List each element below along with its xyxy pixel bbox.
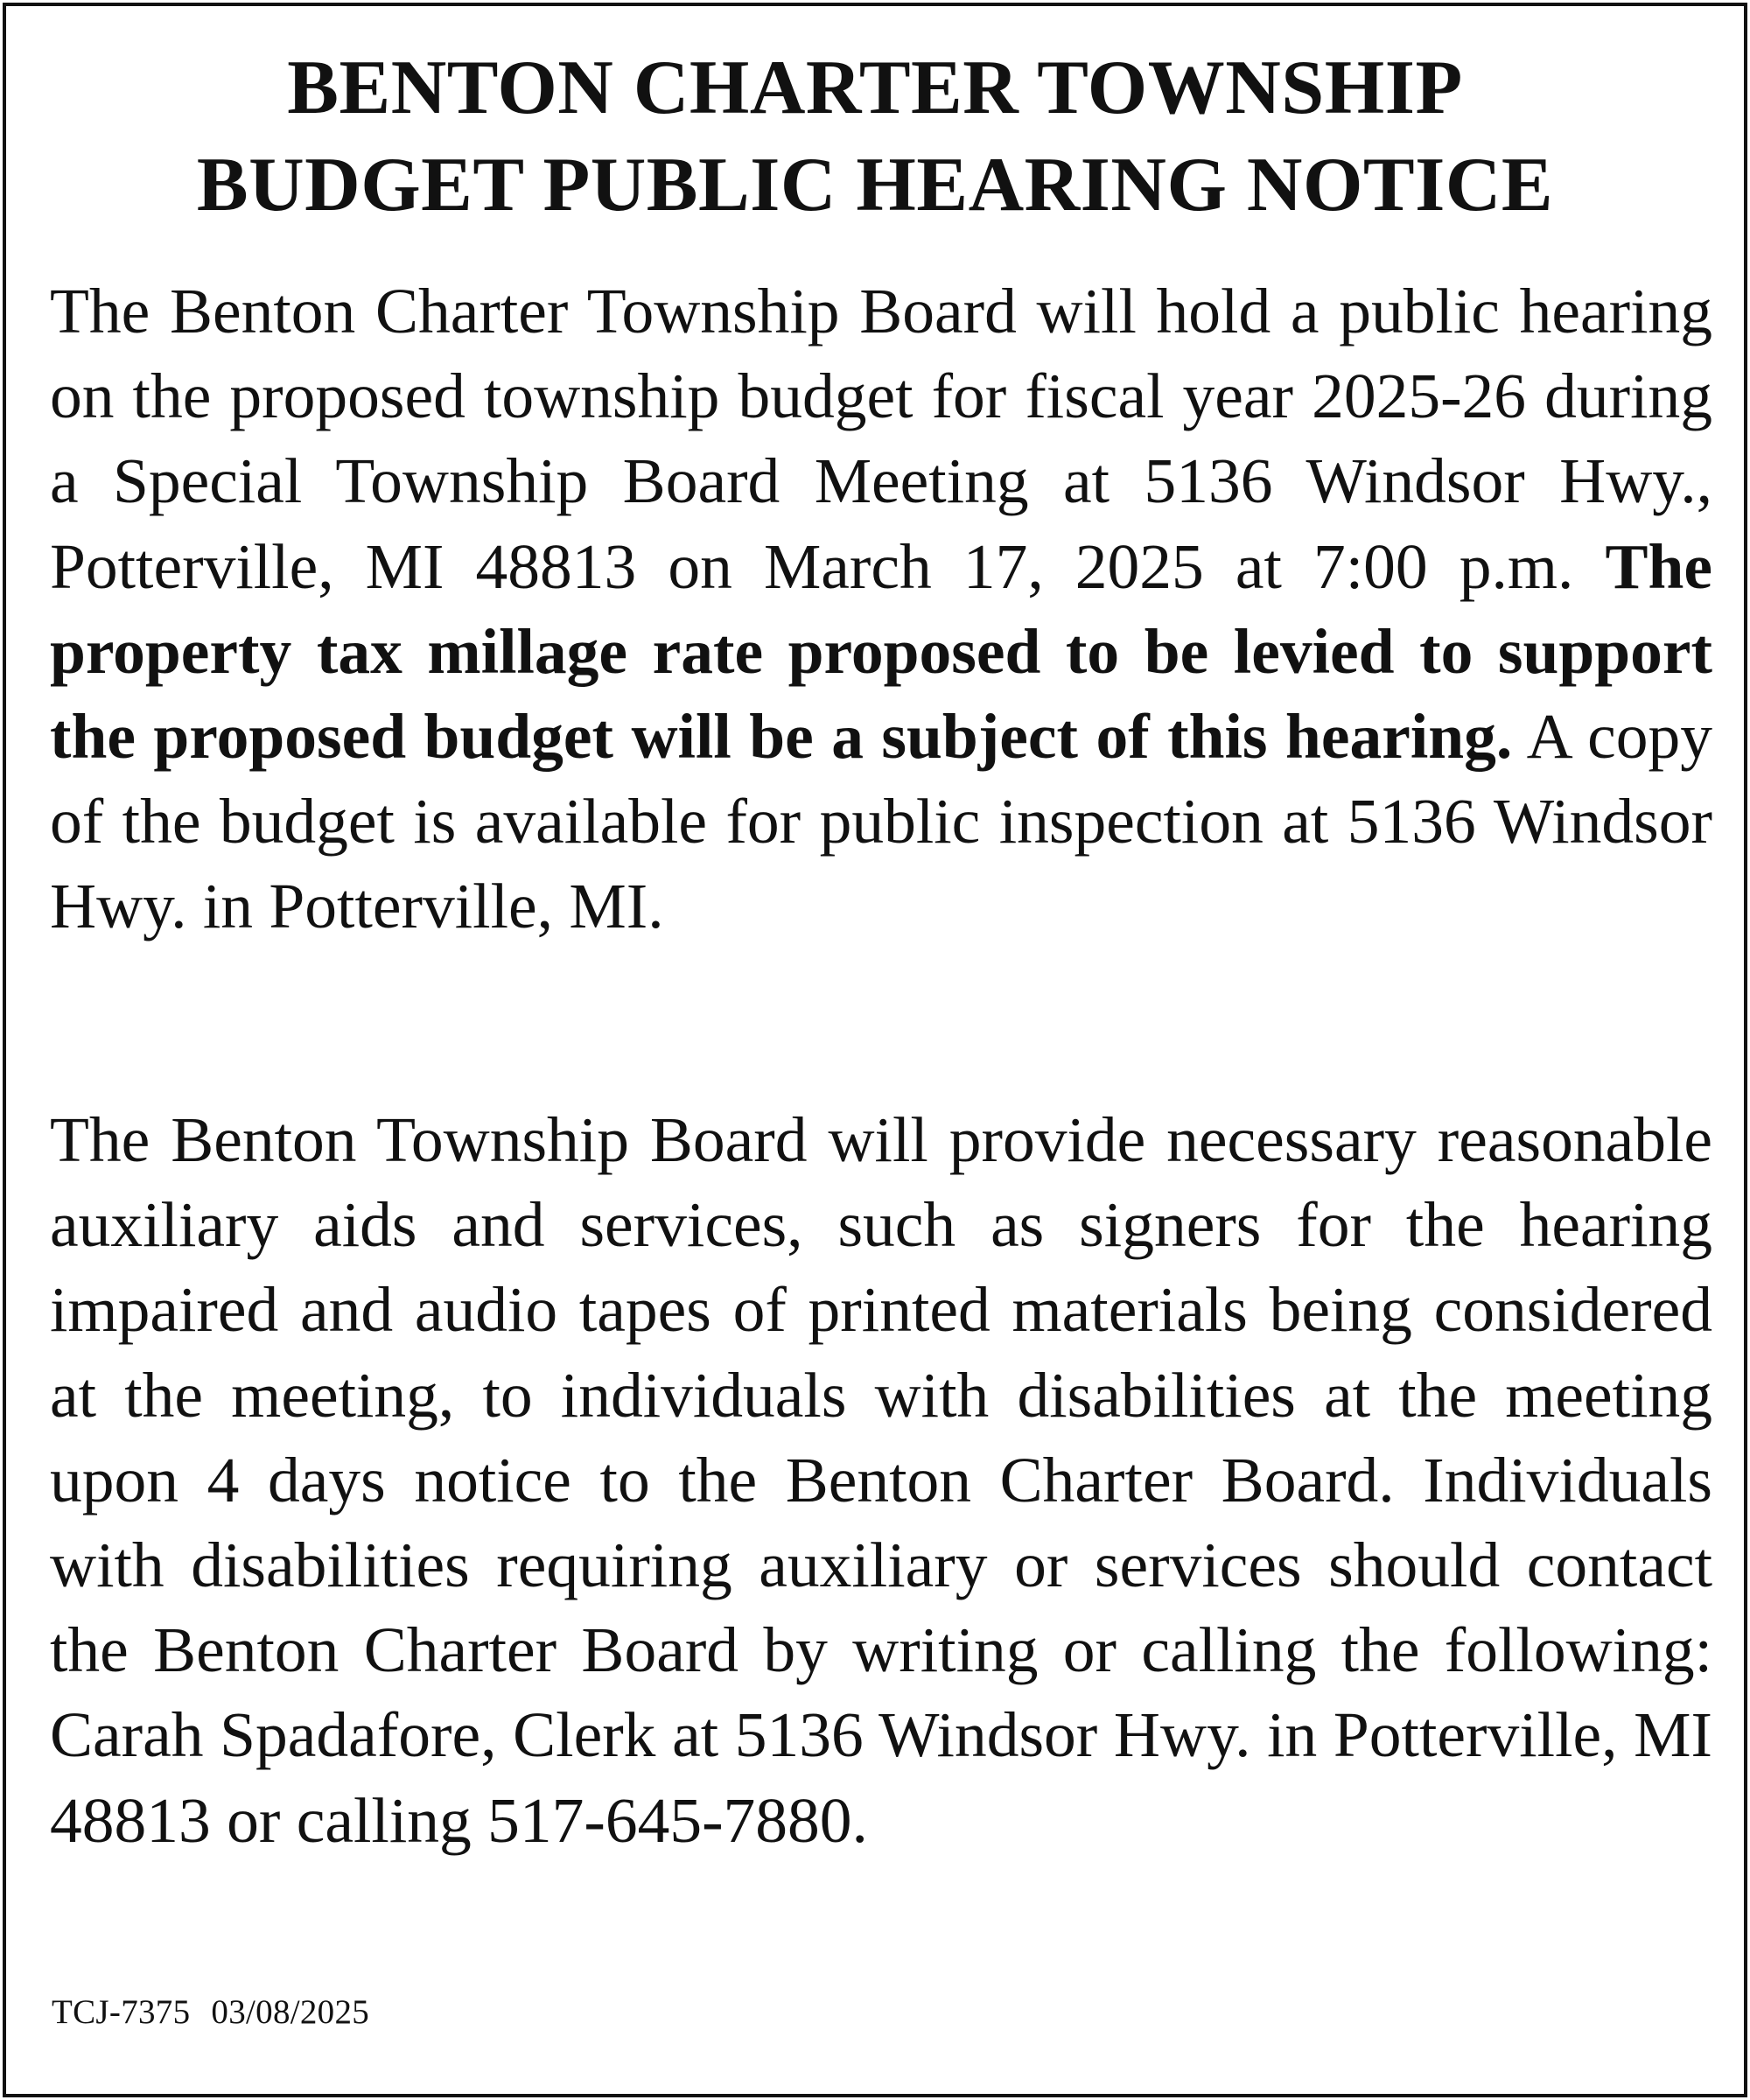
paragraph-accessibility — [50, 1097, 1712, 1863]
notice-footer — [52, 1991, 369, 2034]
public-notice — [3, 3, 1747, 2097]
paragraph-1-text — [50, 269, 1712, 949]
paragraph-2-text: The Benton Township Board will provide necessary reasonable auxiliary aids and services, such as signers for the hearing impaired and audio tapes of printed materials being considered at the meeting, to individuals with disabilities at the meeting upon 4 days notice to the Benton Charter Board. Individuals with disabilities requiring auxiliary or services should contact the Benton Charter Board by writing or calling the following: Carah Spadafore, Clerk at 5136 Windsor Hwy. in Potterville, MI 48813 or calling 517-645-7880. — [50, 1104, 1712, 1856]
notice-date: 03/08/2025 — [211, 1993, 370, 2031]
paragraph-1-bold-statement: The property tax millage rate proposed to be levied to support the proposed budget will be a subject of this hearing. — [50, 530, 1712, 773]
paragraph-hearing-details — [50, 269, 1712, 949]
notice-title — [6, 6, 1744, 234]
notice-code: TCJ-7375 — [52, 1993, 191, 2031]
title-line-1: BENTON CHARTER TOWNSHIP — [287, 46, 1463, 130]
paragraph-1-copy-info: A copy of the budget is available for public inspection at 5136 Windsor Hwy. in Potterville, MI. — [50, 701, 1713, 942]
title-line-2: BUDGET PUBLIC HEARING NOTICE — [196, 143, 1554, 228]
paragraph-1-intro: The Benton Charter Township Board will hold a public hearing on the proposed township budget for fiscal year 2025-26 during a Special Township Board Meeting at 5136 Windsor Hwy., Potterville, MI 48813 on March 17, 2025 at 7:00 p.m. — [50, 276, 1712, 602]
